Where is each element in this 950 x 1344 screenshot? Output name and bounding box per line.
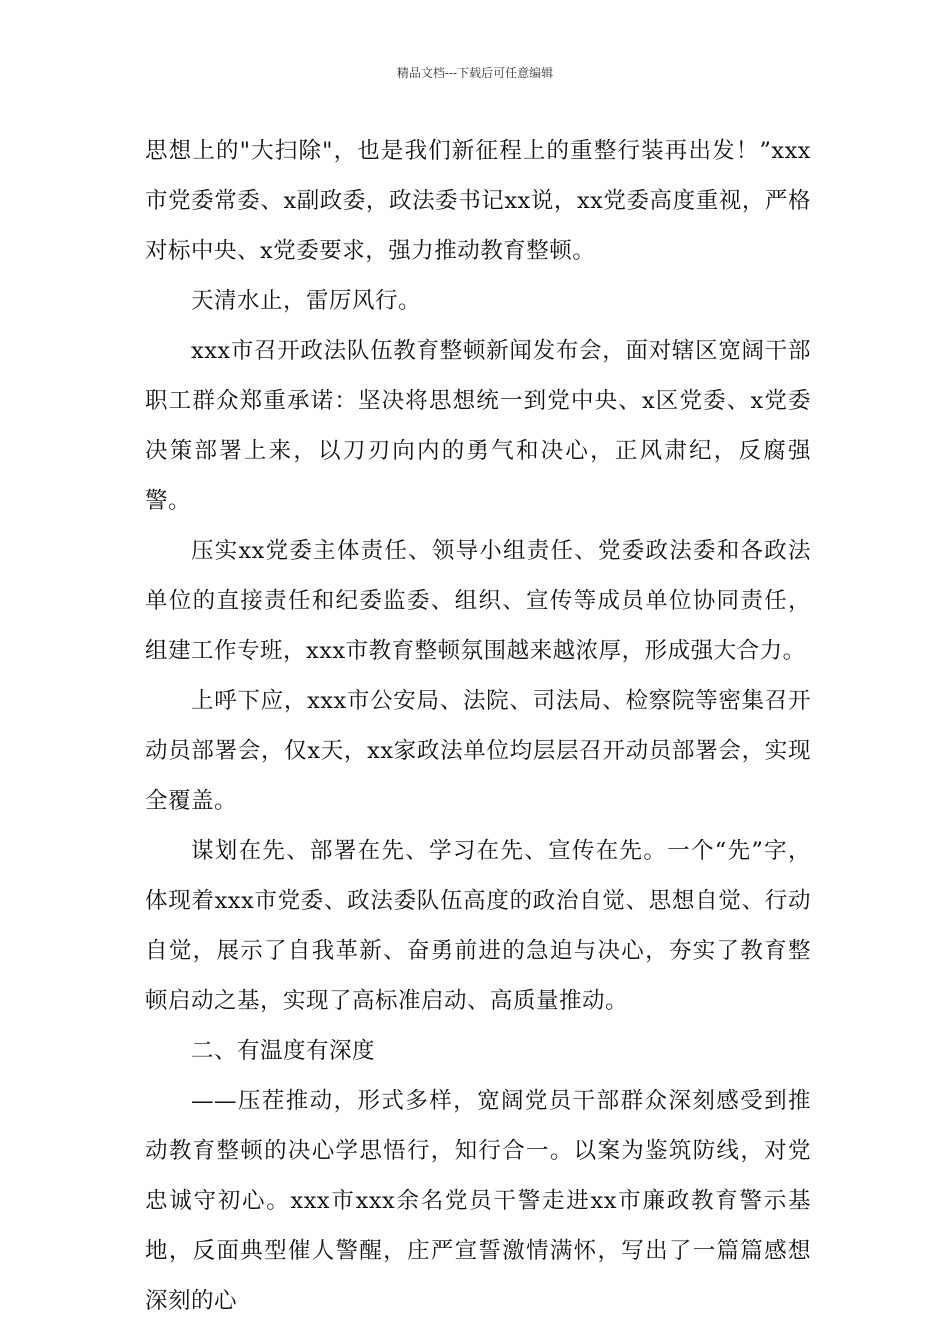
paragraph-7: ——压茬推动，形式多样，宽阔党员干部群众深刻感受到推动教育整顿的决心学思悟行，知行合一。以案为鉴筑防线，对党忠诚守初心。xxx市xxx余名党员干警走进xx市廉政教育警示基地，反面典型催人警醒，庄严宣誓激情满怀，写出了一篇篇感想深刻的心 [145,1088,811,1314]
paragraph-3: xxx市召开政法队伍教育整顿新闻发布会，面对辖区宽阔干部职工群众郑重承诺：坚决将思想统一到党中央、x区党委、x党委决策部署上来，以刀刃向内的勇气和决心，正风肃纪，反腐强警。 [145,338,811,514]
page-header: 精品文档---下载后可任意编辑 [396,66,554,80]
document-body [145,126,811,1326]
section-heading: 二、有温度有深度 [191,1038,376,1064]
paragraph-2: 天清水止，雷厉风行。 [191,288,422,314]
paragraph-5: 上呼下应，xxx市公安局、法院、司法局、检察院等密集召开动员部署会，仅x天，xx家政法单位均层层召开动员部署会，实现全覆盖。 [145,688,811,814]
paragraph-6: 谋划在先、部署在先、学习在先、宣传在先。一个“先”字，体现着xxx市党委、政法委队伍高度的政治自觉、思想自觉、行动自觉，展示了自我革新、奋勇前进的急迫与决心，夯实了教育整顿启动之基，实现了高标准启动、高质量推动。 [145,838,811,1014]
paragraph-4: 压实xx党委主体责任、领导小组责任、党委政法委和各政法单位的直接责任和纪委监委、组织、宣传等成员单位协同责任，组建工作专班，xxx市教育整顿氛围越来越浓厚，形成强大合力。 [145,538,811,664]
paragraph-1: 思想上的"大扫除"，也是我们新征程上的重整行装再出发！”xxx市党委常委、x副政委，政法委书记xx说，xx党委高度重视，严格对标中央、x党委要求，强力推动教育整顿。 [145,138,811,264]
